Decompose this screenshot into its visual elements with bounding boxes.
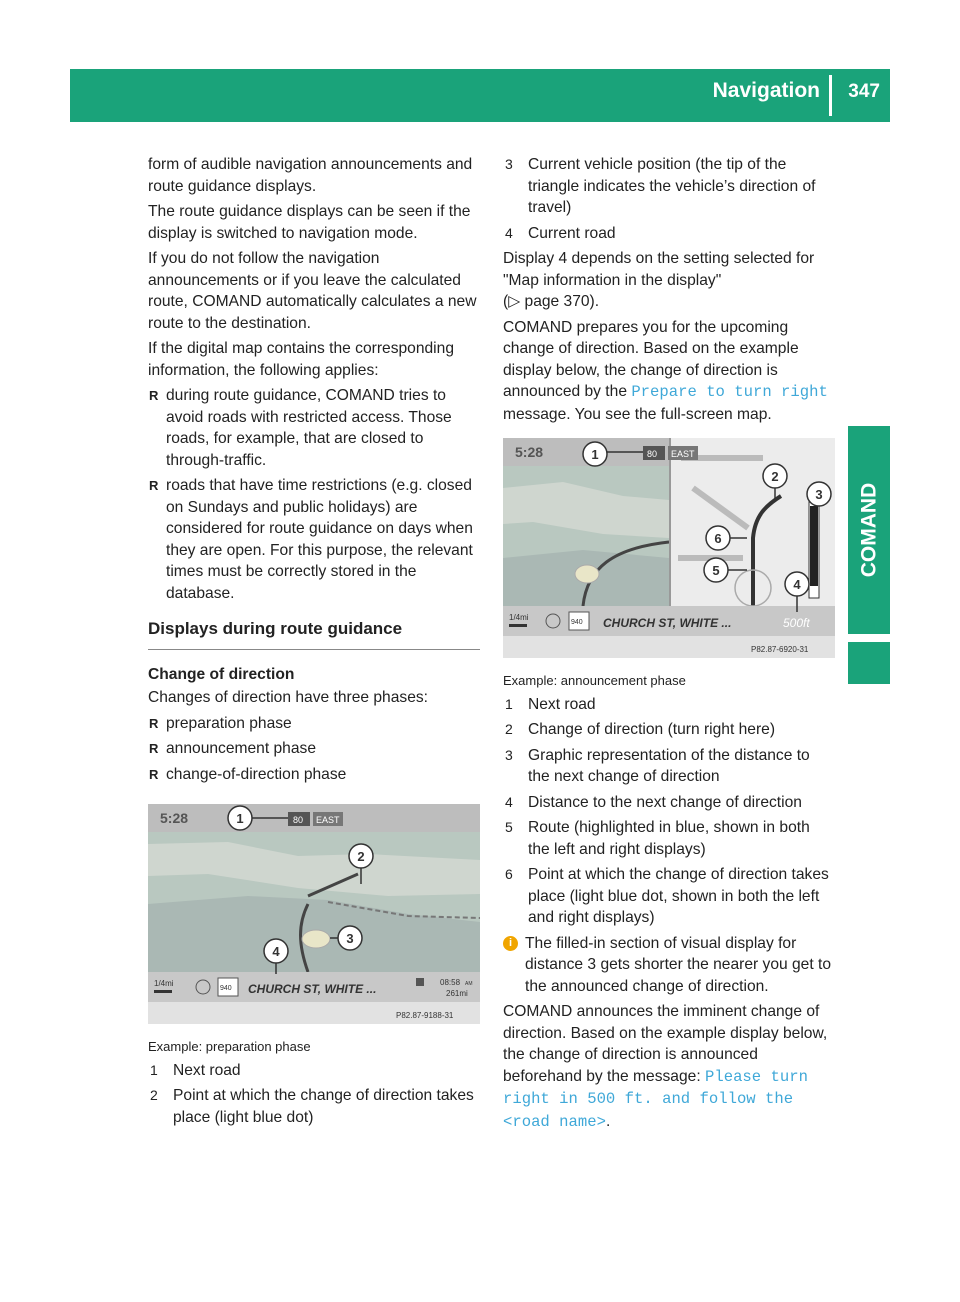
paragraph: form of audible navigation announcements and route guidance displays. [148, 156, 473, 195]
legend-text: Next road [173, 1061, 241, 1079]
legend-text: Point at which the change of direction takes place (light blue dot, shown in both the left and right displays) [528, 866, 829, 926]
fig1-callout-4: 4 [272, 944, 280, 959]
fig2-distance: 500ft [783, 616, 810, 630]
page-number: 347 [848, 81, 880, 102]
header-divider [829, 75, 832, 116]
bullet-item: R announcement phase [148, 738, 480, 760]
page-reference: (▷ page 370). [503, 293, 600, 310]
legend-item [503, 817, 835, 860]
fig2-callout-1: 1 [591, 447, 599, 462]
text-run: . [605, 1112, 611, 1130]
legend-number: 1 [505, 695, 513, 712]
bullet-item: R during route guidance, COMAND tries to avoid roads with restricted access. Those roads, for example, that are closed to through-traffic. [148, 385, 480, 471]
legend-number: 3 [505, 156, 513, 172]
bullet-item: R change-of-direction phase [148, 764, 480, 786]
legend-text: Current vehicle position (the tip of the triangle indicates the vehicle’s direction of travel) [528, 156, 816, 216]
right-column [503, 154, 835, 429]
fig1-direction: EAST [316, 815, 340, 825]
fig2-street: CHURCH ST, WHITE ... [603, 616, 732, 630]
legend-item [503, 792, 835, 814]
info-note [503, 933, 835, 998]
fig1-eta-dist: 261mi [446, 989, 468, 998]
fig1-eta-time: 08:58 [440, 978, 461, 987]
legend-item [503, 154, 835, 219]
paragraph: The route guidance displays can be seen if the display is switched to navigation mode. [148, 203, 471, 242]
paragraph: If the digital map contains the corresponding information, the following applies: [148, 340, 454, 379]
legend-item [503, 864, 835, 929]
legend-item [148, 1085, 480, 1128]
legend-number: 5 [505, 819, 513, 835]
fig1-scale: 1/4mi [154, 979, 174, 988]
legend-number: 3 [505, 746, 513, 763]
inline-number: 4 [558, 250, 568, 267]
legend-item [503, 694, 835, 716]
text-run: gets shorter the nearer you get to the announced change of direction. [525, 956, 832, 995]
side-tab-label: COMAND [857, 482, 880, 578]
fig1-callout-3: 3 [346, 931, 354, 946]
flag-icon [416, 978, 424, 986]
text-run: Display [503, 250, 559, 267]
section-heading: Displays during route guidance [148, 619, 403, 638]
text-run: The filled-in section of visual display for distance [525, 934, 797, 973]
fig1-route-number: 80 [293, 815, 304, 825]
legend-text: Change of direction (turn right here) [528, 721, 776, 738]
bullet-item: R roads that have time restrictions (e.g. closed on Sundays and public holidays) are considered for route guidance on days when they are open. For this purpose, the relevant times must be correctly stored in the database. [148, 475, 480, 604]
right-figure-legend [503, 664, 835, 1137]
fig2-time: 5:28 [515, 444, 544, 460]
fig2-callout-2: 2 [771, 469, 779, 484]
legend-text: Graphic representation of the distance to the next change of direction [528, 746, 810, 785]
paragraph [503, 1001, 835, 1133]
legend-text: Distance to the next change of direction [528, 793, 802, 811]
paragraph [503, 317, 835, 426]
fig1-time: 5:28 [160, 810, 189, 826]
fig2-direction: EAST [671, 449, 695, 459]
fig1-eta-ampm: AM [465, 981, 473, 987]
figure-preparation-phase [148, 804, 480, 1024]
paragraph: If you do not follow the navigation announcements or if you leave the calculated route, COMAND automatically calculates a new route to the destination. [148, 250, 477, 332]
legend-number: 6 [505, 866, 513, 882]
paragraph [503, 248, 835, 313]
inline-number: 3 [587, 956, 597, 973]
left-figure-legend [148, 1030, 480, 1132]
legend-item [148, 1060, 480, 1082]
legend-item [503, 745, 835, 788]
legend-item [503, 719, 835, 741]
fig2-code: P82.87-6920-31 [751, 645, 809, 654]
fig2-callout-5: 5 [712, 563, 720, 578]
fig2-road-number: 940 [571, 619, 583, 626]
page-header [70, 69, 890, 122]
legend-text: Current road [528, 224, 616, 242]
fig2-route-number: 80 [647, 449, 658, 459]
bullet-item: R preparation phase [148, 713, 480, 735]
legend-number: 4 [505, 224, 513, 241]
subheading: Change of direction [148, 665, 295, 683]
legend-item [503, 223, 835, 245]
legend-number: 1 [150, 1061, 158, 1078]
fig1-street: CHURCH ST, WHITE ... [248, 982, 377, 996]
section-title: Navigation [712, 79, 820, 102]
fig1-code: P82.87-9188-31 [396, 1011, 454, 1020]
legend-text: Next road [528, 695, 596, 713]
legend-number: 2 [505, 721, 513, 737]
side-tab-label-wrap [848, 426, 890, 634]
figure-caption: Example: announcement phase [503, 673, 686, 688]
fig2-callout-6: 6 [714, 531, 722, 546]
legend-number: 2 [150, 1087, 158, 1103]
fig1-callout-2: 2 [357, 849, 365, 864]
legend-number: 4 [505, 793, 513, 810]
left-column [148, 154, 480, 789]
text-run: message. You see the full-screen map. [503, 405, 772, 423]
fig2-scale: 1/4mi [509, 613, 529, 622]
fig2-callout-4: 4 [793, 577, 801, 592]
display-message: Prepare to turn right [631, 383, 828, 401]
legend-text: Point at which the change of direction takes place (light blue dot) [173, 1087, 474, 1126]
side-tab-square [848, 642, 890, 684]
figure-caption: Example: preparation phase [148, 1039, 311, 1054]
figure-announcement-phase [503, 438, 835, 658]
fig1-road-number: 940 [220, 985, 232, 992]
legend-text: Route (highlighted in blue, shown in both the left and right displays) [528, 819, 810, 858]
divider [148, 649, 480, 650]
fig1-callout-1: 1 [236, 811, 244, 826]
text-run: depends on the setting selected for "Map information in the display" [503, 250, 815, 289]
display-message: Please turn right in 500 ft. and follow the <road name> [503, 1067, 808, 1131]
info-icon: i [503, 936, 518, 951]
fig2-callout-3: 3 [815, 487, 823, 502]
text-run: COMAND announces the imminent change of direction. Based on the example display below, the change of direction is announced beforehand by the message: [503, 1003, 828, 1085]
paragraph: Changes of direction have three phases: [148, 689, 429, 706]
text-run: COMAND prepares you for the upcoming change of direction. Based on the example display below, the change of direction is announced by the [503, 318, 799, 400]
